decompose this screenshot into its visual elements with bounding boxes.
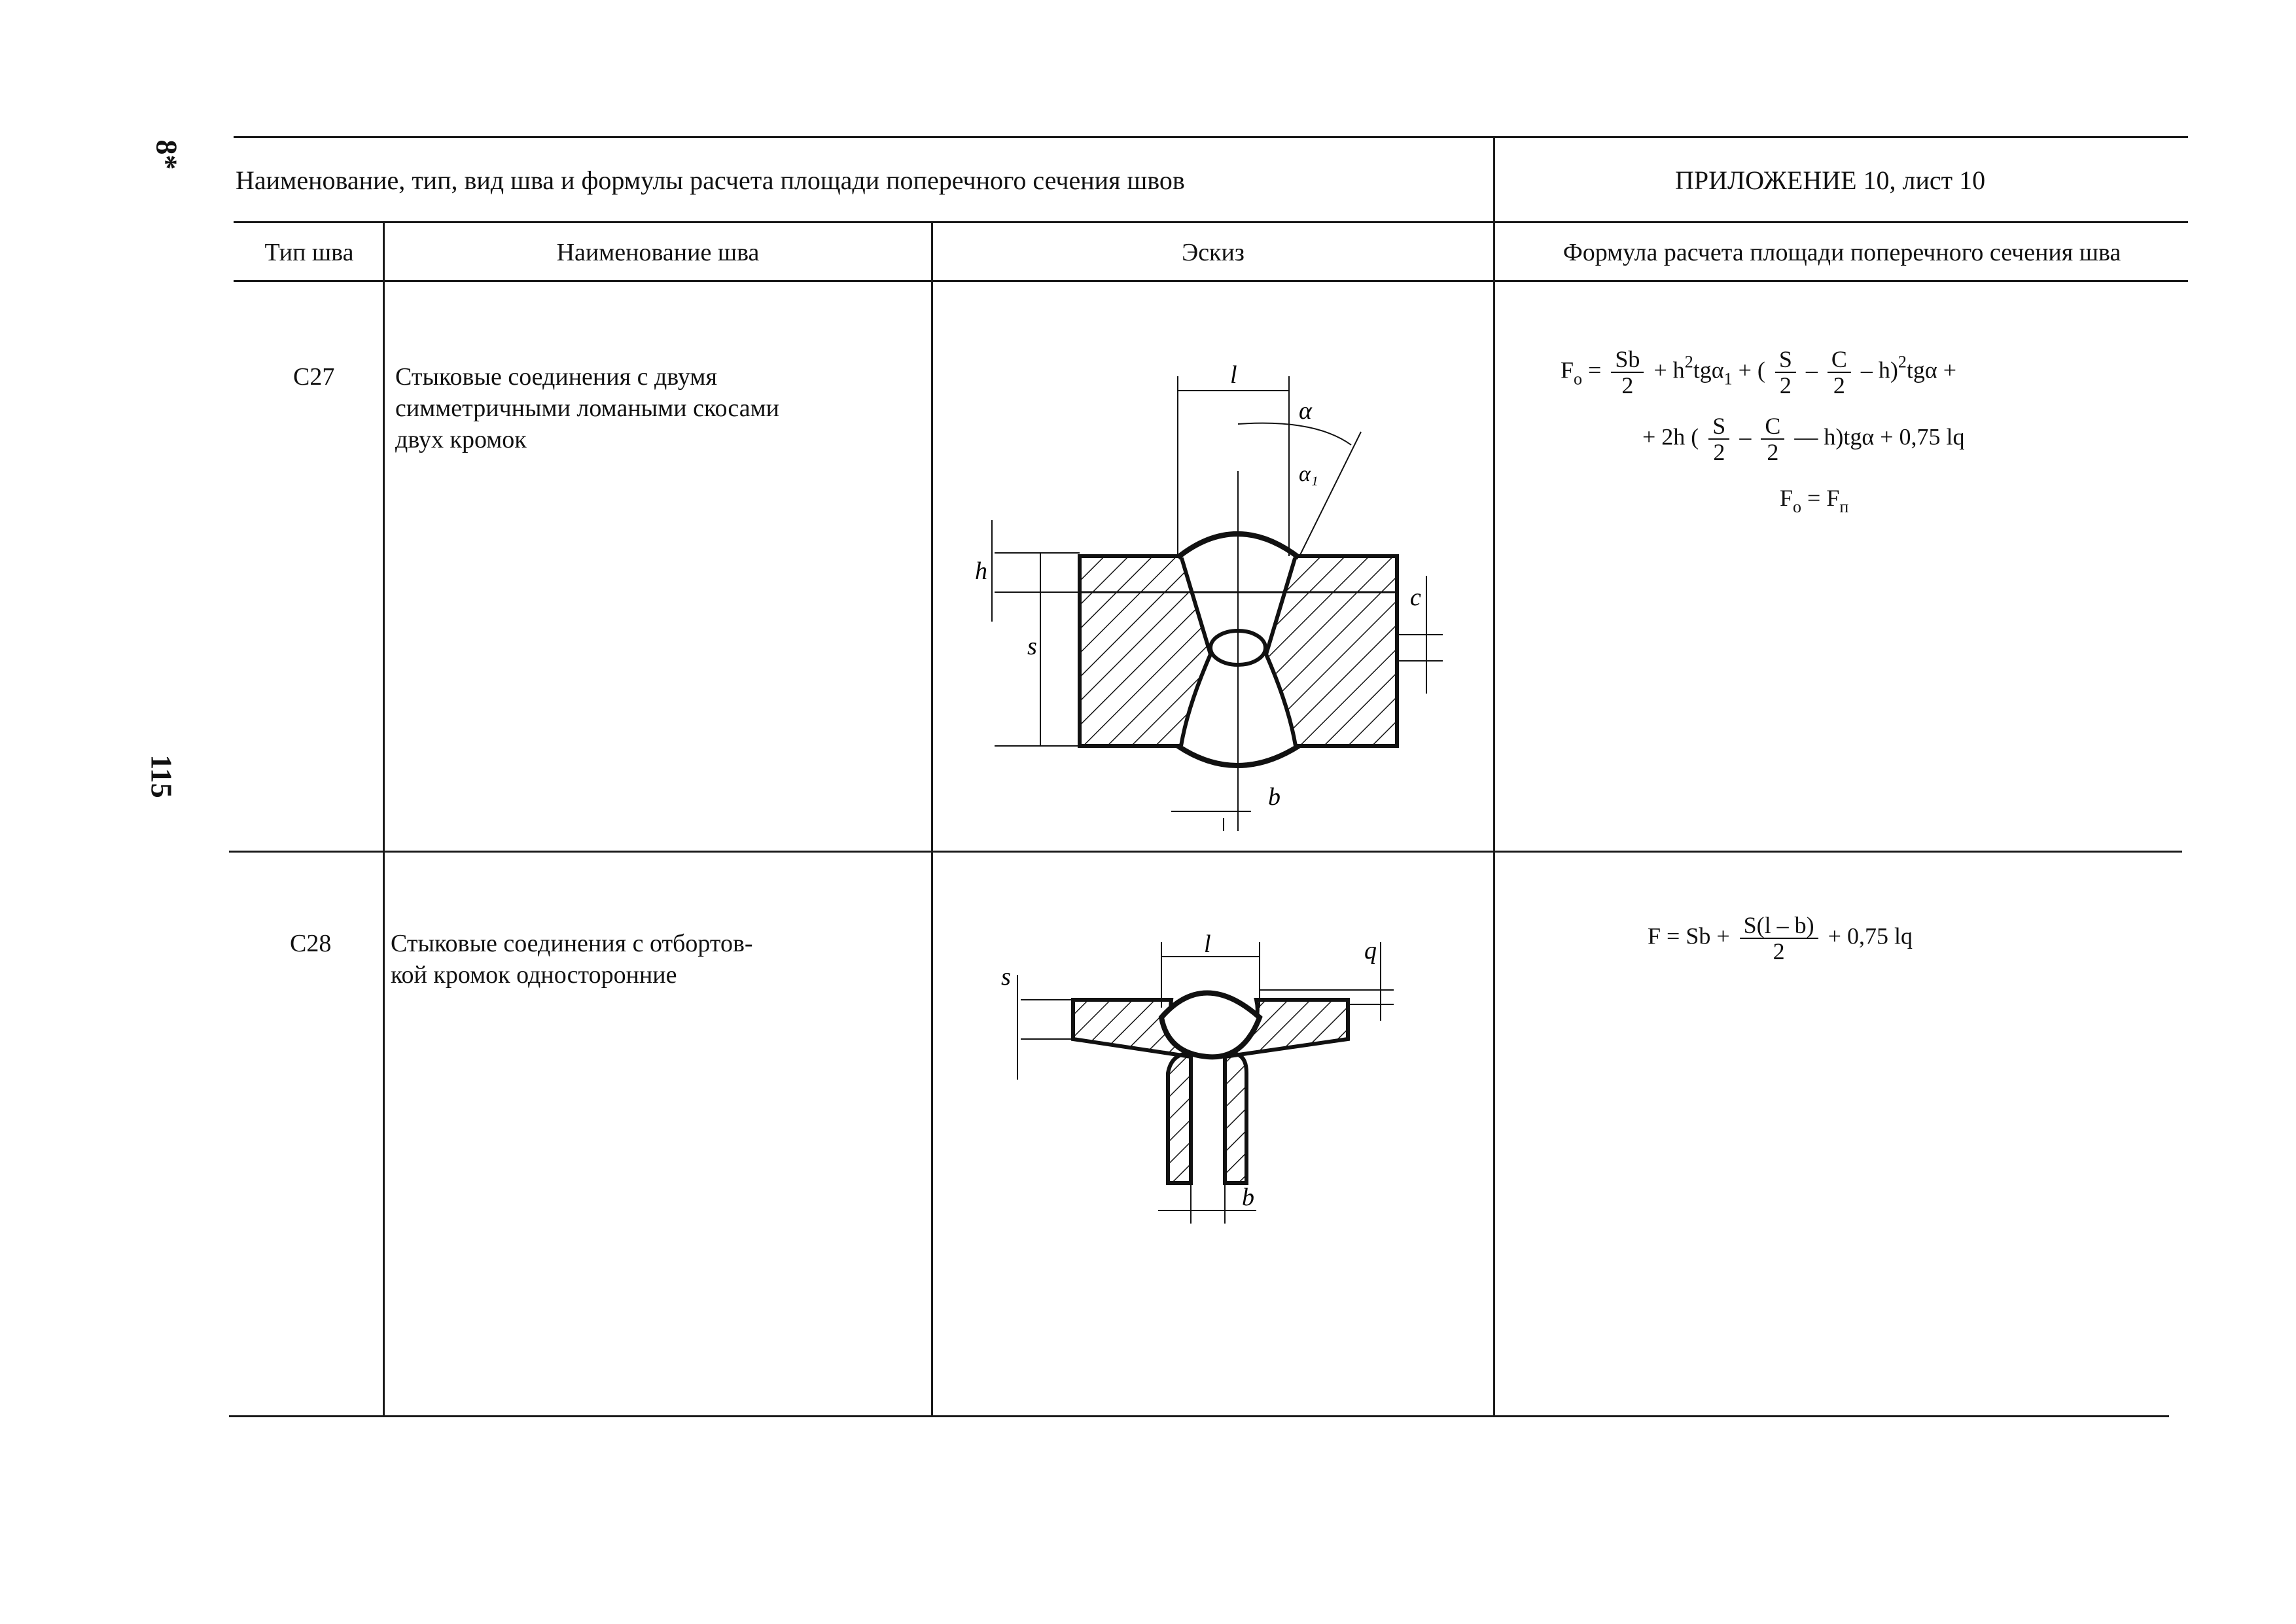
page-number: 115 — [145, 754, 179, 798]
dim-label-b: b — [1242, 1184, 1254, 1211]
col-header-name: Наименование шва — [556, 239, 760, 266]
top-rule — [234, 136, 2188, 138]
column-header-rule — [234, 280, 2188, 282]
row-name-line: Стыковые соединения с отбортов- — [391, 930, 753, 957]
dim-label-c: c — [1410, 584, 1421, 611]
corner-mark: 8* — [150, 139, 184, 170]
row-divider — [229, 851, 2182, 853]
row-name-line: симметричными ломаными скосами — [395, 395, 779, 422]
dim-label-q: q — [1364, 937, 1377, 964]
col-header-sketch: Эскиз — [1182, 239, 1245, 266]
row-name-line: двух кромок — [395, 426, 527, 453]
header-rule — [234, 221, 2188, 223]
row-type: С27 — [293, 363, 335, 391]
formula-c27-line1: $F_o$ = $\frac{Sb}{2}$ + $h^2tg\alpha_1$ + ( $\frac{S}{2}$ – $\frac{C}{2}$ – h)$^2$tgα + — [1561, 346, 1957, 398]
dim-label-s: s — [1027, 633, 1037, 660]
formula-c27-line2: + 2h ( $\frac{S}{2}$ – $\frac{C}{2}$ — h)tgα + 0,75 lq — [1642, 413, 1965, 465]
formula-c27-line3: $F_o = F_п$ — [1780, 485, 1849, 516]
appendix-label: ПРИЛОЖЕНИЕ 10, лист 10 — [1675, 166, 1986, 195]
dim-label-h: h — [975, 557, 987, 585]
row-name-line: кой кромок односторонние — [391, 961, 677, 989]
bottom-rule — [229, 1415, 2169, 1417]
weld-sketch-c28 — [933, 916, 1493, 1243]
dim-label-l: l — [1204, 930, 1211, 958]
header-divider — [1493, 136, 1495, 1415]
row-name — [395, 361, 919, 455]
table-title: Наименование, тип, вид шва и формулы расчета площади поперечного сечения швов — [236, 166, 1185, 195]
weld-sketch-c27 — [933, 340, 1493, 838]
row-name-line: Стыковые соединения с двумя — [395, 363, 717, 391]
col-header-type: Тип шва — [264, 239, 354, 266]
formula-c28: F = Sb + $\frac{S(l - b)}{2}$ + 0,75 lq — [1648, 912, 1913, 964]
left-plate — [1080, 556, 1210, 746]
dim-label-alpha: α — [1299, 397, 1312, 425]
col-divider-1 — [383, 222, 385, 1417]
right-plate — [1266, 556, 1397, 746]
dim-label-b: b — [1268, 783, 1280, 811]
col-header-formula: Формула расчета площади поперечного сечения шва — [1563, 239, 2121, 266]
dim-label-alpha1: α₁ — [1299, 462, 1318, 486]
dim-label-l: l — [1230, 361, 1237, 389]
row-name — [391, 928, 914, 991]
row-type: С28 — [290, 930, 332, 957]
dim-label-s: s — [1001, 963, 1011, 991]
